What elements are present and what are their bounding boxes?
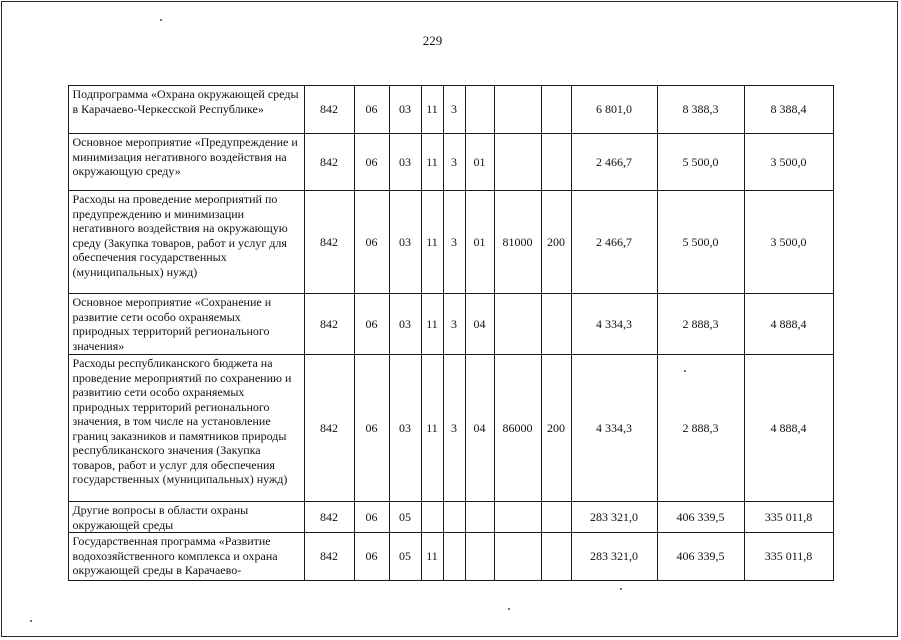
code-admin: 842 (304, 86, 354, 134)
table-row (39, 533, 833, 581)
scan-speck (684, 370, 686, 372)
amount-year-2: 5 500,0 (657, 191, 744, 294)
table-row (39, 355, 833, 502)
code-event: 04 (465, 355, 494, 502)
code-expense-type (541, 502, 571, 533)
amount-year-3: 4 888,4 (744, 355, 833, 502)
code-section: 06 (354, 502, 389, 533)
code-program: 11 (421, 191, 443, 294)
amount-year-3: 335 011,8 (744, 502, 833, 533)
code-section: 06 (354, 191, 389, 294)
table-row (39, 294, 833, 355)
code-event (465, 86, 494, 134)
amount-year-2: 8 388,3 (657, 86, 744, 134)
row-gutter (39, 294, 68, 355)
code-section: 06 (354, 533, 389, 581)
scan-speck (508, 608, 510, 610)
row-name: Другие вопросы в области охраны окружающей среды (68, 502, 304, 533)
page-number: 229 (422, 33, 443, 48)
code-subsection: 05 (389, 533, 421, 581)
code-subprogram (443, 502, 465, 533)
row-gutter (39, 502, 68, 533)
code-event: 01 (465, 191, 494, 294)
row-name: Подпрограмма «Охрана окружающей среды в Карачаево-Черкесской Республике» (68, 86, 304, 134)
code-direction (494, 533, 541, 581)
code-program: 11 (421, 294, 443, 355)
code-subsection: 03 (389, 191, 421, 294)
code-subsection: 03 (389, 355, 421, 502)
code-expense-type: 200 (541, 355, 571, 502)
amount-year-3: 335 011,8 (744, 533, 833, 581)
row-gutter (39, 191, 68, 294)
code-program: 11 (421, 134, 443, 191)
code-event: 04 (465, 294, 494, 355)
code-subprogram: 3 (443, 191, 465, 294)
code-program: 11 (421, 355, 443, 502)
amount-year-3: 3 500,0 (744, 191, 833, 294)
row-gutter (39, 533, 68, 581)
amount-year-2: 2 888,3 (657, 355, 744, 502)
table-row (39, 86, 833, 134)
code-event: 01 (465, 134, 494, 191)
code-direction (494, 502, 541, 533)
code-program (421, 502, 443, 533)
code-direction: 86000 (494, 355, 541, 502)
code-subprogram: 3 (443, 86, 465, 134)
code-section: 06 (354, 134, 389, 191)
row-name: Государственная программа «Развитие водохозяйственного комплекса и охрана окружающей среды в Карачаево- (68, 533, 304, 581)
code-subsection: 03 (389, 294, 421, 355)
code-subprogram: 3 (443, 355, 465, 502)
row-name: Расходы на проведение мероприятий по предупреждению и минимизации негативного воздействия на окружающую среду (Закупка товаров, работ и услуг для обеспечения государственных (муниципальных) нужд) (68, 191, 304, 294)
code-expense-type (541, 533, 571, 581)
code-program: 11 (421, 86, 443, 134)
code-expense-type (541, 294, 571, 355)
amount-year-2: 406 339,5 (657, 502, 744, 533)
row-name: Расходы республиканского бюджета на проведение мероприятий по сохранению и развитию сети особо охраняемых природных территорий регионального значения, в том числе на установление границ заказников и памятников природы республиканского значения (Закупка товаров, работ и услуг для обеспечения государственных (муниципальных) нужд) (68, 355, 304, 502)
code-admin: 842 (304, 134, 354, 191)
table-row (39, 134, 833, 191)
budget-table (39, 85, 834, 581)
code-direction: 81000 (494, 191, 541, 294)
row-gutter (39, 355, 68, 502)
code-expense-type (541, 86, 571, 134)
code-direction (494, 134, 541, 191)
amount-year-1: 283 321,0 (571, 502, 657, 533)
code-event (465, 502, 494, 533)
table-row (39, 191, 833, 294)
scan-speck (160, 19, 162, 21)
code-program: 11 (421, 533, 443, 581)
code-section: 06 (354, 86, 389, 134)
amount-year-2: 2 888,3 (657, 294, 744, 355)
code-subsection: 03 (389, 86, 421, 134)
row-gutter (39, 86, 68, 134)
code-event (465, 533, 494, 581)
amount-year-3: 8 388,4 (744, 86, 833, 134)
amount-year-1: 6 801,0 (571, 86, 657, 134)
row-gutter (39, 134, 68, 191)
amount-year-2: 5 500,0 (657, 134, 744, 191)
code-admin: 842 (304, 502, 354, 533)
amount-year-1: 2 466,7 (571, 134, 657, 191)
code-admin: 842 (304, 355, 354, 502)
scan-speck (30, 620, 32, 622)
table-row (39, 502, 833, 533)
code-direction (494, 86, 541, 134)
code-admin: 842 (304, 533, 354, 581)
scan-speck (620, 588, 622, 590)
code-admin: 842 (304, 191, 354, 294)
amount-year-3: 4 888,4 (744, 294, 833, 355)
amount-year-1: 4 334,3 (571, 294, 657, 355)
code-subsection: 03 (389, 134, 421, 191)
amount-year-1: 4 334,3 (571, 355, 657, 502)
code-section: 06 (354, 294, 389, 355)
amount-year-1: 283 321,0 (571, 533, 657, 581)
code-direction (494, 294, 541, 355)
code-admin: 842 (304, 294, 354, 355)
code-section: 06 (354, 355, 389, 502)
amount-year-2: 406 339,5 (657, 533, 744, 581)
amount-year-3: 3 500,0 (744, 134, 833, 191)
row-name: Основное мероприятие «Предупреждение и минимизация негативного воздействия на окружающую среду» (68, 134, 304, 191)
amount-year-1: 2 466,7 (571, 191, 657, 294)
row-name: Основное мероприятие «Сохранение и развитие сети особо охраняемых природных территорий регионального значения» (68, 294, 304, 355)
code-expense-type: 200 (541, 191, 571, 294)
code-subprogram (443, 533, 465, 581)
code-expense-type (541, 134, 571, 191)
code-subprogram: 3 (443, 294, 465, 355)
code-subsection: 05 (389, 502, 421, 533)
code-subprogram: 3 (443, 134, 465, 191)
